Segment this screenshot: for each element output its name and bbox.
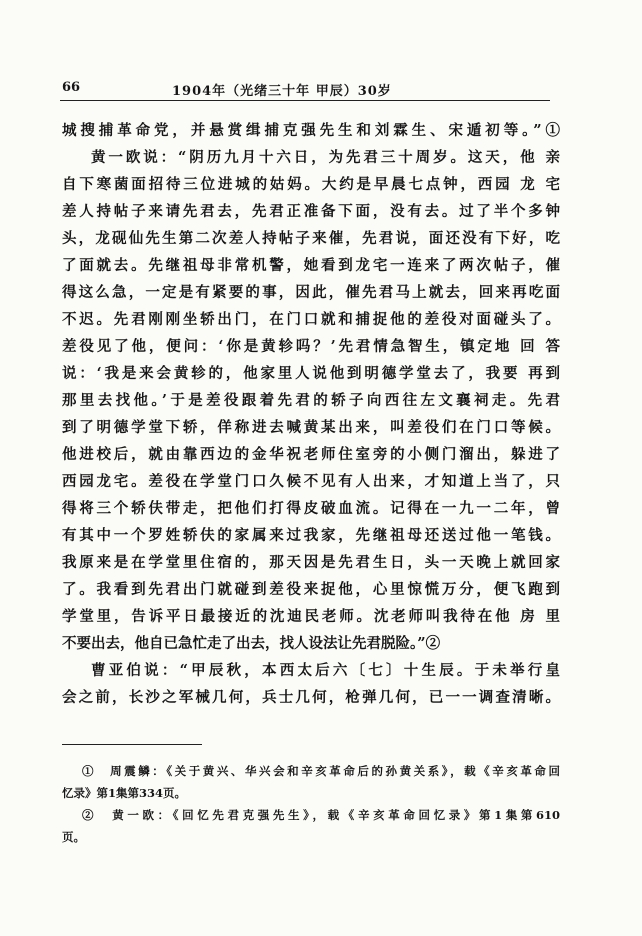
header-rule: [60, 100, 550, 101]
text-line: 不迟。先君刚刚坐轿出门，在门口就和捕捉他的差役对面碰头了。: [62, 311, 560, 328]
text-line: 黄一欧说：“阴历九月十六日，为先君三十周岁。这天，他 亲: [91, 149, 560, 166]
text-line: 得将三个轿伕带走，把他们打得皮破血流。记得在一九一二年，曾: [62, 500, 560, 517]
body-text: [62, 117, 560, 711]
footnote-line: ① 周震鳞：《关于黄兴、华兴会和辛亥革命后的孙黄关系》，载《辛亥革命回: [82, 764, 560, 778]
footnotes: [62, 760, 560, 848]
text-line: 那里去找他。’于是差役跟着先君的轿子向西往左文襄祠走。先君: [62, 392, 560, 409]
text-line: 学堂里，告诉平日最接近的沈迪民老师。沈老师叫我待在他 房 里: [62, 608, 560, 625]
text-line: 头，龙砚仙先生第二次差人持帖子来催，先君说，面还没有下好，吃: [62, 230, 560, 247]
text-line: 有其中一个罗姓轿伕的家属来过我家，先继祖母还送过他一笔钱。: [62, 527, 560, 544]
text-line: 得这么急，一定是有紧要的事，因此，催先君马上就去，回来再吃面: [62, 284, 560, 301]
text-line: 到了明德学堂下轿，佯称进去喊黄某出来，叫差役们在门口等候。: [62, 419, 560, 436]
text-line: 了面就去。先继祖母非常机警，她看到龙宅一连来了两次帖子，催: [62, 257, 560, 274]
text-line: 曹亚伯说：“甲辰秋，本西太后六〔七〕十生辰。于未举行皇: [91, 662, 560, 679]
text-line: 我原来是在学堂里住宿的，那天因是先君生日，头一天晚上就回家: [62, 554, 560, 571]
footnote-line: 页。: [62, 830, 85, 844]
text-line: 他进校后，就由靠西边的金华祝老师住室旁的小侧门溜出，躲进了: [62, 446, 560, 463]
text-line: 差役见了他，便问：‘你是黄轸吗？’先君情急智生，镇定地 回 答: [62, 338, 560, 355]
text-line: 会之前，长沙之军械几何，兵士几何，枪弹几何，已一一调查清晰。: [62, 689, 560, 706]
text-line: 城搜捕革命党，并悬赏缉捕克强先生和刘霖生、宋遁初等。”①: [62, 122, 560, 139]
footnote-line: ② 黄一欧：《回忆先君克强先生》，载《辛亥革命回忆录》第1集第610: [82, 808, 560, 822]
text-line: 西园龙宅。差役在学堂门口久候不见有人出来，才知道上当了，只: [62, 473, 560, 490]
text-line: 不要出去，他自已急忙走了出去，找人设法让先君脱险。”②: [62, 635, 441, 652]
text-line: 差人持帖子来请先君去，先君正准备下面，没有去。过了半个多钟: [62, 203, 560, 220]
page-header: [62, 80, 554, 100]
page-number: 66: [62, 80, 81, 95]
footnote-rule: [62, 744, 202, 745]
footnote-line: 忆录》第1集第334页。: [62, 786, 187, 800]
text-line: 说：‘我是来会黄轸的，他家里人说他到明德学堂去了，我要 再到: [62, 365, 560, 382]
text-line: 自下寒菌面招待三位进城的姑妈。大约是早晨七点钟，西园 龙 宅: [62, 176, 560, 193]
text-line: 了。我看到先君出门就碰到差役来捉他，心里惊慌万分，便飞跑到: [62, 581, 560, 598]
running-head: 1904年（光绪三十年 甲辰）30岁: [172, 84, 392, 99]
